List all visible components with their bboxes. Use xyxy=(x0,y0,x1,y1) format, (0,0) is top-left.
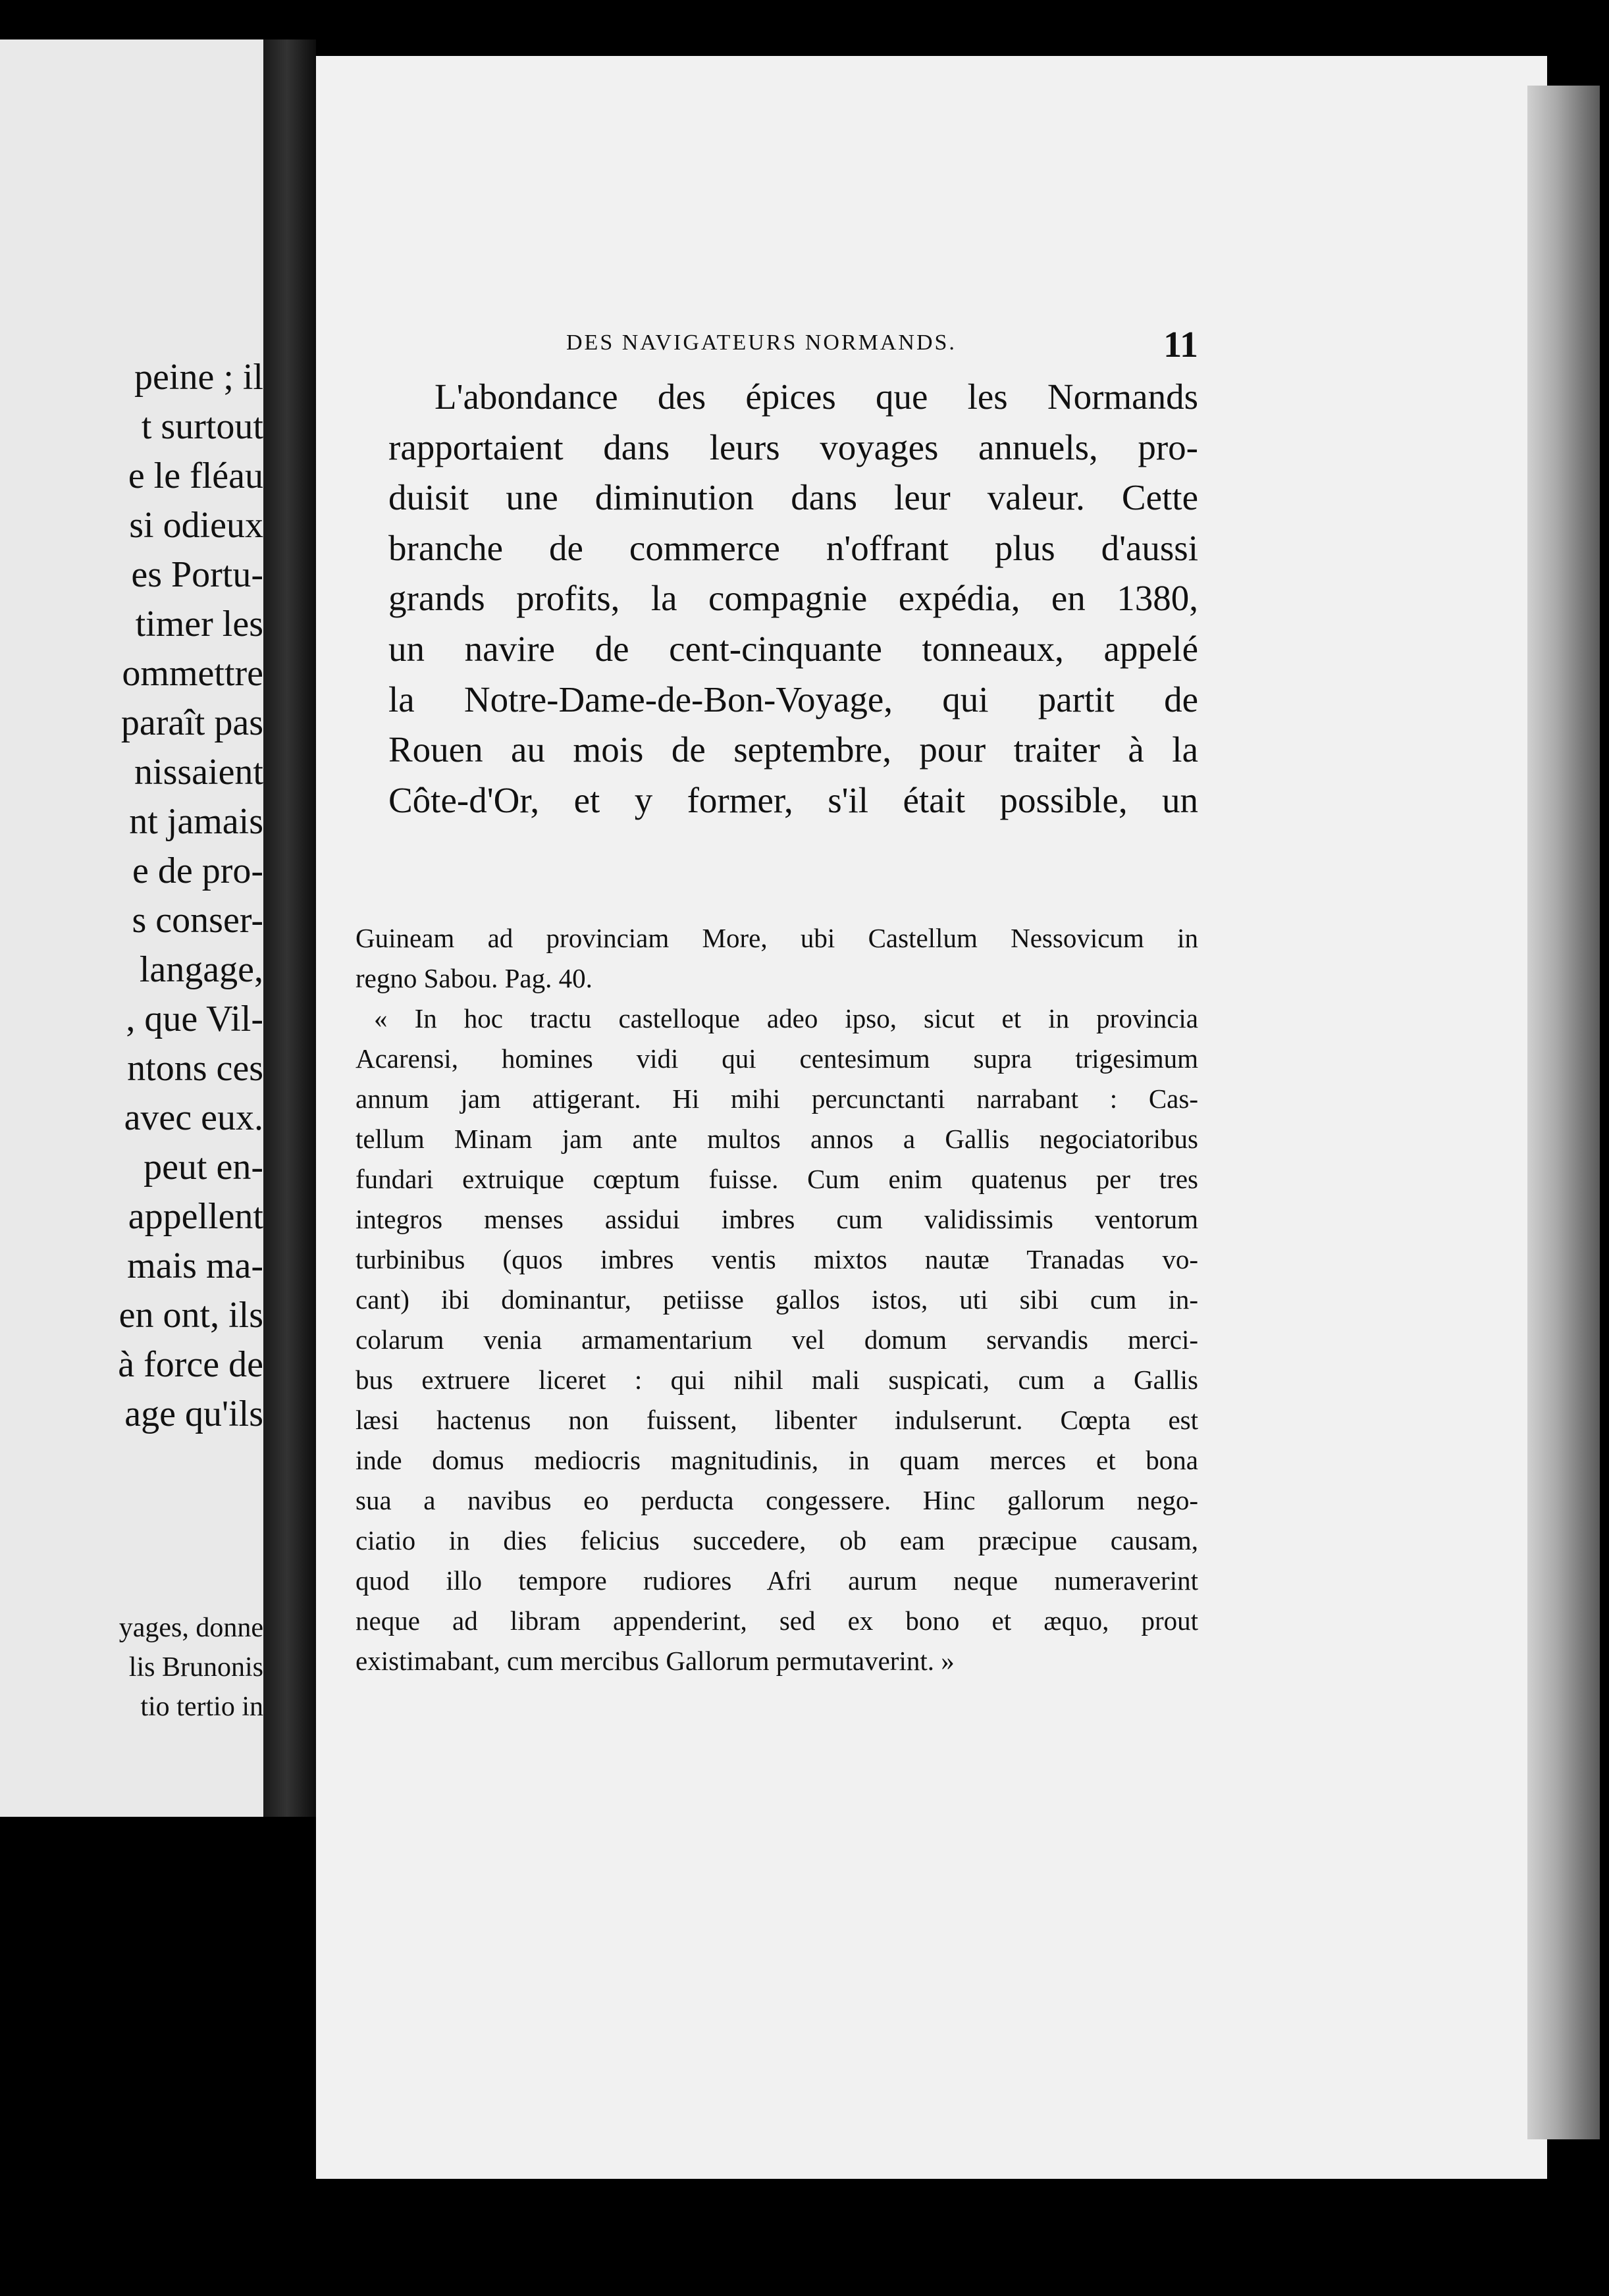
footnote-line: fundari extruique cœptum fuisse. Cum enim quatenus per tres xyxy=(356,1164,1198,1194)
text-line: L'abondance des épices que les Normands xyxy=(435,377,1198,417)
page-number: 11 xyxy=(1163,325,1198,365)
footnote-line: integros menses assidui imbres cum validissimis ventorum xyxy=(356,1204,1198,1234)
footnote-line: læsi hactenus non fuissent, libenter indulserunt. Cœpta est xyxy=(356,1405,1198,1435)
left-text-fragment: à force de xyxy=(118,1344,263,1385)
left-text-fragment: en ont, ils xyxy=(119,1295,263,1336)
left-text-fragment: langage, xyxy=(139,949,263,990)
text-line: la Notre-Dame-de-Bon-Voyage, qui partit de xyxy=(388,679,1198,719)
left-text-fragment: t surtout xyxy=(141,406,263,447)
left-text-fragment: avec eux. xyxy=(124,1097,263,1138)
left-text-fragment: age qu'ils xyxy=(124,1394,263,1434)
text-line: rapportaient dans leurs voyages annuels, pro- xyxy=(388,427,1198,467)
text-line: Côte-d'Or, et y former, s'il était possible, un xyxy=(388,779,1198,820)
text-line: un navire de cent-cinquante tonneaux, appelé xyxy=(388,628,1198,669)
footnote-line: Guineam ad provinciam More, ubi Castellum Nessovicum in xyxy=(356,923,1198,953)
footnote-line: neque ad libram appenderint, sed ex bono et æquo, prout xyxy=(356,1605,1198,1636)
text-line: Rouen au mois de septembre, pour traiter à la xyxy=(388,729,1198,770)
left-text-fragment: es Portu- xyxy=(131,554,263,595)
left-text-fragment: ntons ces xyxy=(127,1048,263,1089)
footnote-line: cant) ibi dominantur, petiisse gallos istos, uti sibi cum in- xyxy=(356,1284,1198,1315)
left-text-fragment: si odieux xyxy=(129,505,263,546)
page-header xyxy=(566,324,1198,370)
left-text-fragment: s conser- xyxy=(132,900,263,941)
left-text-fragment: e de pro- xyxy=(132,850,263,891)
left-text-fragment: ommettre xyxy=(122,653,263,694)
running-head: DES NAVIGATEURS NORMANDS. xyxy=(566,330,957,355)
footnote-line: regno Sabou. Pag. 40. xyxy=(356,963,593,993)
footnote xyxy=(356,918,1198,1681)
left-text-fragment: timer les xyxy=(135,604,263,644)
footnote-line: annum jam attigerant. Hi mihi percunctanti narrabant : Cas- xyxy=(356,1083,1198,1114)
text-line: grands profits, la compagnie expédia, en 1380, xyxy=(388,578,1198,619)
left-text-fragment: peut en- xyxy=(144,1147,263,1187)
left-note-fragment: tio tertio in xyxy=(140,1692,263,1722)
text-line: branche de commerce n'offrant plus d'aussi xyxy=(388,527,1198,568)
left-text-fragment: , que Vil- xyxy=(126,999,263,1039)
footnote-line: ciatio in dies felicius succedere, ob eam præcipue causam, xyxy=(356,1525,1198,1555)
left-text-fragment: peine ; il xyxy=(134,357,263,398)
left-text-fragment: paraît pas xyxy=(120,702,263,743)
left-text-fragment: nissaient xyxy=(134,752,263,793)
footnote-line: « In hoc tractu castelloque adeo ipso, sicut et in provincia xyxy=(374,1003,1198,1033)
footnote-line: quod illo tempore rudiores Afri aurum neque numeraverint xyxy=(356,1565,1198,1596)
left-text-fragment: nt jamais xyxy=(129,801,263,842)
left-facing-page xyxy=(0,39,263,1817)
left-text-fragment: mais ma- xyxy=(127,1245,263,1286)
left-note-fragment: yages, donne xyxy=(119,1613,263,1643)
footnote-line: turbinibus (quos imbres ventis mixtos nautæ Tranadas vo- xyxy=(356,1244,1198,1274)
footnote-line: inde domus mediocris magnitudinis, in quam merces et bona xyxy=(356,1445,1198,1475)
left-note-fragment: lis Brunonis xyxy=(128,1652,263,1683)
footnote-line: bus extruere liceret : qui nihil mali suspicati, cum a Gallis xyxy=(356,1365,1198,1395)
main-text xyxy=(388,372,1198,825)
book-gutter xyxy=(263,39,316,1817)
left-text-fragment: appellent xyxy=(128,1196,263,1237)
footnote-line: sua a navibus eo perducta congessere. Hinc gallorum nego- xyxy=(356,1485,1198,1515)
footnote-line: existimabant, cum mercibus Gallorum permutaverint. » xyxy=(356,1646,955,1676)
footnote-line: colarum venia armamentarium vel domum servandis merci- xyxy=(356,1324,1198,1355)
page-edge xyxy=(1527,86,1600,2139)
footnote-line: Acarensi, homines vidi qui centesimum supra trigesimum xyxy=(356,1043,1198,1074)
text-line: duisit une diminution dans leur valeur. Cette xyxy=(388,477,1198,518)
footnote-line: tellum Minam jam ante multos annos a Gallis negociatoribus xyxy=(356,1124,1198,1154)
left-text-fragment: e le fléau xyxy=(128,456,263,496)
